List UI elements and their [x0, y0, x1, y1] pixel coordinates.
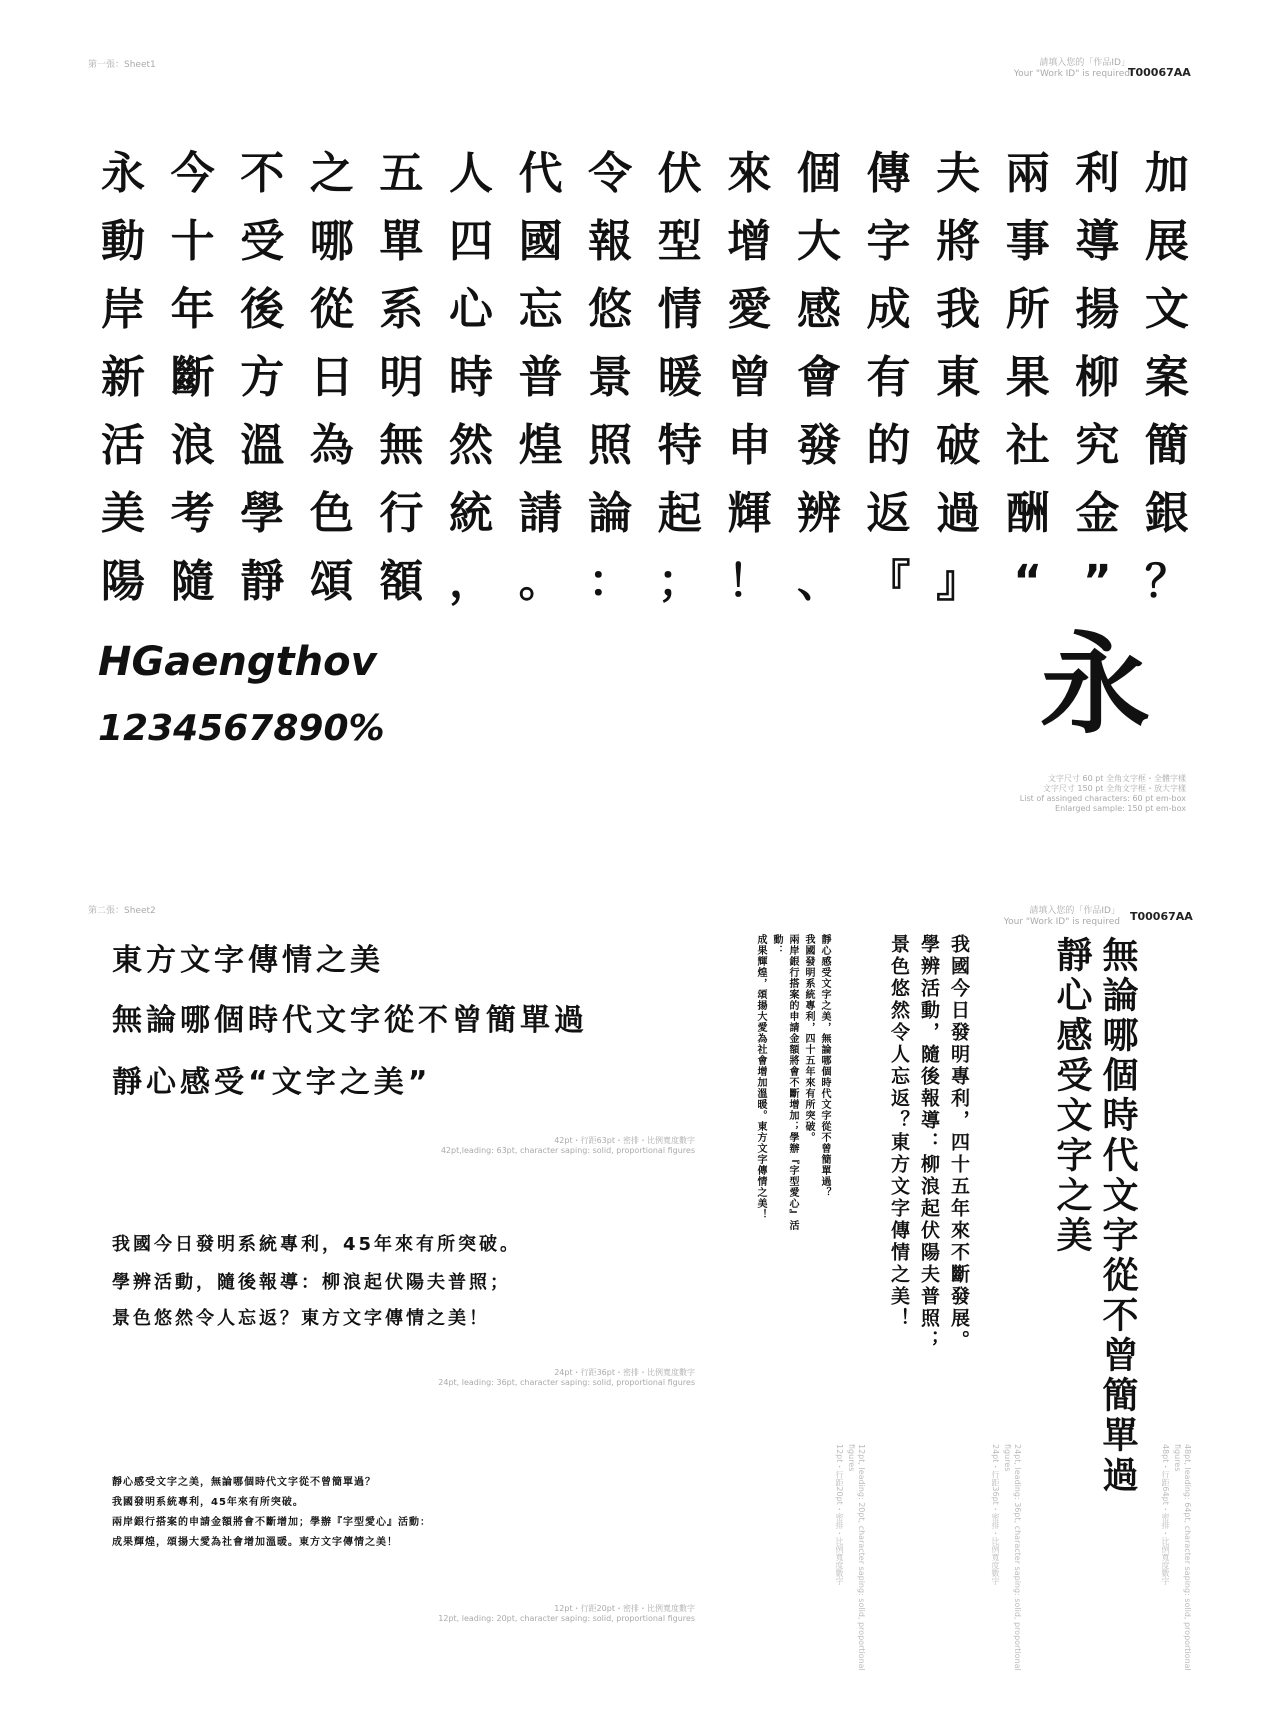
glyph-cell: ： — [588, 556, 633, 607]
glyph-cell: 有 — [866, 352, 911, 403]
v12-col-1: 靜心感受文字之美，無論哪個時代文字從不曾簡單過？ — [819, 934, 830, 1198]
h24-caption-zh: 24pt・行距36pt・密排・比例寬度數字 — [554, 1368, 695, 1377]
h42-line-3: 靜心感受“文字之美” — [112, 1065, 432, 1100]
glyph-cell: 十 — [170, 216, 215, 267]
glyph-row — [95, 276, 1195, 344]
glyph-cell: 伏 — [657, 148, 702, 199]
glyph-cell: 案 — [1144, 352, 1189, 403]
glyph-cell: 煌 — [518, 420, 563, 471]
glyph-cell: 哪 — [309, 216, 354, 267]
glyph-cell: 永 — [101, 148, 145, 199]
glyph-cell: 利 — [1075, 148, 1120, 199]
glyph-cell: 傳 — [866, 148, 911, 199]
glyph-cell: 事 — [1005, 216, 1050, 267]
glyph-cell: 靜 — [240, 556, 285, 607]
glyph-cell: 柳 — [1075, 352, 1120, 403]
sheet2-work-id-code: T00067AA — [1130, 910, 1193, 923]
caption-line: Enlarged sample: 150 pt em-box — [1055, 804, 1186, 813]
glyph-cell: 社 — [1005, 420, 1050, 471]
glyph-cell: 申 — [727, 420, 772, 471]
character-grid — [95, 140, 1195, 616]
v12-caption-en: 12pt, leading: 20pt, character saping: solid, proportional figures — [847, 1444, 866, 1671]
glyph-cell: 揚 — [1075, 284, 1120, 335]
glyph-cell: 請 — [518, 488, 563, 539]
sheet1-id-prompt-en: Your "Work ID" is required — [1013, 69, 1130, 79]
glyph-cell: 無 — [379, 420, 424, 471]
glyph-cell: 浪 — [170, 420, 215, 471]
glyph-row — [95, 344, 1195, 412]
glyph-cell: 。 — [518, 556, 563, 607]
v24-caption-zh: 24pt・行距36pt・密排・比例寬度數字 — [991, 1444, 1000, 1585]
glyph-cell: 』 — [936, 556, 981, 607]
v12-block — [752, 934, 832, 1234]
glyph-cell: 動 — [101, 216, 145, 267]
glyph-cell: 從 — [309, 284, 354, 335]
glyph-cell: 來 — [727, 148, 772, 199]
v24-col-1: 我國今日發明專利，四十五年來不斷發展。 — [948, 934, 970, 1352]
glyph-cell: 之 — [309, 148, 354, 199]
glyph-cell: 『 — [866, 556, 911, 607]
v48-col-2: 靜心感受文字之美 — [1051, 936, 1092, 1256]
digits-sample: 1234567890% — [98, 708, 385, 749]
h24-line-2: 學辨活動，隨後報導：柳浪起伏陽夫普照； — [112, 1272, 511, 1293]
glyph-cell: ！ — [727, 556, 772, 607]
enlarged-glyph: 永 — [1040, 621, 1150, 749]
sheet1-work-id-code: T00067AA — [1128, 66, 1191, 79]
v24-col-2: 學辨活動，隨後報導：柳浪起伏陽夫普照； — [918, 934, 940, 1352]
v12-col-2: 我國發明系統專利，四十五年來有所突破。 — [803, 934, 814, 1143]
glyph-cell: 受 — [240, 216, 285, 267]
h24-line-3: 景色悠然令人忘返？東方文字傳情之美！ — [112, 1308, 490, 1329]
glyph-cell: 愛 — [727, 284, 772, 335]
glyph-cell: 景 — [588, 352, 633, 403]
glyph-cell: 額 — [379, 556, 424, 607]
glyph-cell: 日 — [309, 352, 354, 403]
glyph-cell: “ — [1013, 556, 1043, 607]
glyph-cell: 東 — [936, 352, 981, 403]
caption-line: 文字尺寸 60 pt 全角文字框・全體字樣 — [1047, 774, 1186, 783]
glyph-cell: ， — [448, 556, 493, 607]
h24-caption — [430, 1368, 695, 1388]
glyph-cell: 加 — [1144, 148, 1189, 199]
glyph-cell: 展 — [1144, 216, 1189, 267]
h12-caption-en: 12pt, leading: 20pt, character saping: solid, proportional figures — [438, 1614, 695, 1623]
v48-caption-zh: 48pt・行距64pt・密排・比例寬度數字 — [1161, 1444, 1170, 1585]
glyph-cell: 行 — [379, 488, 424, 539]
glyph-cell: 情 — [657, 284, 702, 335]
glyph-row — [95, 140, 1195, 208]
h12-line-1: 靜心感受文字之美，無論哪個時代文字從不曾簡單過？ — [112, 1477, 376, 1488]
glyph-row — [95, 208, 1195, 276]
glyph-cell: 系 — [379, 284, 424, 335]
h24-line-1: 我國今日發明系統專利，45年來有所突破。 — [112, 1234, 522, 1255]
v24-caption-en: 24pt, leading: 36pt, character saping: solid, proportional figures — [1003, 1444, 1022, 1671]
glyph-cell: 起 — [657, 488, 702, 539]
glyph-cell: 增 — [727, 216, 772, 267]
glyph-cell: 究 — [1075, 420, 1120, 471]
glyph-cell: 過 — [936, 488, 981, 539]
glyph-cell: 頌 — [309, 556, 354, 607]
glyph-cell: 陽 — [101, 556, 145, 607]
glyph-cell: 時 — [448, 352, 493, 403]
glyph-cell: 普 — [518, 352, 563, 403]
h12-line-3: 兩岸銀行搭案的申請金額將會不斷增加；學辦『字型愛心』活動： — [112, 1517, 431, 1528]
glyph-cell: 成 — [866, 284, 911, 335]
sheet1-id-prompt-zh: 請填入您的「作品ID」 — [1039, 58, 1130, 68]
glyph-cell: 五 — [379, 148, 424, 199]
glyph-cell: 兩 — [1005, 148, 1050, 199]
glyph-cell: 輝 — [727, 488, 772, 539]
glyph-cell: ” — [1082, 556, 1112, 607]
glyph-cell: 明 — [379, 352, 424, 403]
glyph-cell: 岸 — [101, 284, 145, 335]
glyph-cell: 統 — [448, 488, 493, 539]
glyph-cell: 文 — [1144, 284, 1189, 335]
glyph-cell: 隨 — [170, 556, 215, 607]
glyph-cell: 金 — [1075, 488, 1120, 539]
h42-caption-en: 42pt,leading: 63pt, character saping: solid, proportional figures — [440, 1146, 695, 1155]
glyph-cell: 心 — [448, 284, 493, 335]
v12-caption-zh: 12pt・行距20pt・密排・比例寬度數字 — [835, 1444, 844, 1585]
glyph-cell: 將 — [936, 216, 981, 267]
glyph-cell: 辨 — [796, 488, 841, 539]
h42-caption-zh: 42pt・行距63pt・密排・比例寬度數字 — [554, 1136, 695, 1145]
glyph-cell: 後 — [240, 284, 285, 335]
glyph-cell: 學 — [240, 488, 285, 539]
glyph-cell: 然 — [448, 420, 493, 471]
glyph-cell: 悠 — [588, 284, 633, 335]
glyph-cell: 感 — [796, 284, 841, 335]
glyph-row — [95, 412, 1195, 480]
glyph-cell: 今 — [170, 148, 215, 199]
glyph-row — [95, 548, 1195, 616]
glyph-cell: 所 — [1005, 284, 1050, 335]
v24-col-3: 景色悠然令人忘返？東方文字傳情之美！ — [888, 934, 910, 1330]
glyph-cell: 不 — [240, 148, 285, 199]
glyph-cell: 返 — [866, 488, 911, 539]
glyph-cell: 令 — [588, 148, 633, 199]
sheet1-work-id-prompt — [930, 58, 1130, 80]
glyph-cell: 個 — [796, 148, 841, 199]
glyph-cell: ？ — [1144, 556, 1189, 607]
v12-col-3: 兩岸銀行搭案的申請金額將會不斷增加；學辦『字型愛心』活動： — [771, 934, 798, 1231]
glyph-cell: 新 — [101, 352, 145, 403]
caption-line: List of assinged characters: 60 pt em-box — [1019, 794, 1186, 803]
h12-line-4: 成果輝煌，頌揚大愛為社會增加溫暖。東方文字傳情之美！ — [112, 1537, 398, 1548]
h12-caption — [430, 1604, 695, 1624]
glyph-cell: 報 — [588, 216, 633, 267]
glyph-cell: 果 — [1005, 352, 1050, 403]
glyph-cell: 方 — [240, 352, 285, 403]
glyph-cell: 人 — [448, 148, 493, 199]
glyph-cell: 忘 — [518, 284, 563, 335]
h42-line-1: 東方文字傳情之美 — [112, 943, 384, 978]
h12-caption-zh: 12pt・行距20pt・密排・比例寬度數字 — [554, 1604, 695, 1613]
sheet2-label: 第二張：Sheet2 — [88, 906, 156, 916]
glyph-cell: 導 — [1075, 216, 1120, 267]
v48-block — [1048, 936, 1140, 1516]
v24-block — [884, 934, 974, 1354]
glyph-cell: 四 — [448, 216, 493, 267]
glyph-cell: 我 — [936, 284, 981, 335]
sheet2-work-id-prompt — [930, 906, 1120, 928]
latin-sample: HGaengthov — [98, 639, 377, 685]
glyph-cell: 特 — [657, 420, 702, 471]
glyph-row — [95, 480, 1195, 548]
h12-line-2: 我國發明系統專利，45年來有所突破。 — [112, 1497, 304, 1508]
sheet1-label: 第一張：Sheet1 — [88, 60, 156, 70]
glyph-cell: 、 — [796, 556, 841, 607]
sheet2-id-prompt-en: Your "Work ID" is required — [1003, 917, 1120, 927]
glyph-cell: 酬 — [1005, 488, 1050, 539]
glyph-cell: 為 — [309, 420, 354, 471]
glyph-cell: 大 — [796, 216, 841, 267]
glyph-cell: 發 — [796, 420, 841, 471]
h42-caption — [430, 1136, 695, 1156]
glyph-cell: 色 — [309, 488, 354, 539]
caption-line: 文字尺寸 150 pt 全角文字框・放大字樣 — [1042, 784, 1186, 793]
glyph-cell: 曾 — [727, 352, 772, 403]
glyph-cell: 年 — [170, 284, 215, 335]
glyph-cell: 論 — [588, 488, 633, 539]
glyph-cell: 型 — [657, 216, 702, 267]
glyph-cell: 簡 — [1144, 420, 1189, 471]
glyph-cell: 破 — [936, 420, 981, 471]
sheet1-captions — [930, 774, 1186, 814]
v48-col-1: 無論哪個時代文字從不曾簡單過 — [1097, 936, 1138, 1496]
glyph-cell: 斷 — [170, 352, 215, 403]
glyph-cell: 的 — [866, 420, 911, 471]
sheet2-id-prompt-zh: 請填入您的「作品ID」 — [1029, 906, 1120, 916]
glyph-cell: 暖 — [657, 352, 702, 403]
glyph-cell: 照 — [588, 420, 633, 471]
glyph-cell: 溫 — [240, 420, 285, 471]
glyph-cell: 單 — [379, 216, 424, 267]
glyph-cell: 活 — [101, 420, 145, 471]
glyph-cell: 夫 — [936, 148, 981, 199]
glyph-cell: ； — [657, 556, 702, 607]
v12-col-4: 成果輝煌，頌揚大愛為社會增加溫暖。東方文字傳情之美！ — [755, 934, 766, 1220]
glyph-cell: 會 — [796, 352, 841, 403]
glyph-cell: 代 — [518, 148, 563, 199]
glyph-cell: 考 — [170, 488, 215, 539]
glyph-cell: 字 — [866, 216, 911, 267]
v48-caption-en: 48pt, leading: 64pt, character saping: solid, proportional figures — [1173, 1444, 1192, 1671]
glyph-cell: 國 — [518, 216, 563, 267]
h24-caption-en: 24pt, leading: 36pt, character saping: solid, proportional figures — [438, 1378, 695, 1387]
glyph-cell: 銀 — [1144, 488, 1189, 539]
glyph-cell: 美 — [101, 488, 145, 539]
h42-line-2: 無論哪個時代文字從不曾簡單過 — [112, 1003, 588, 1038]
